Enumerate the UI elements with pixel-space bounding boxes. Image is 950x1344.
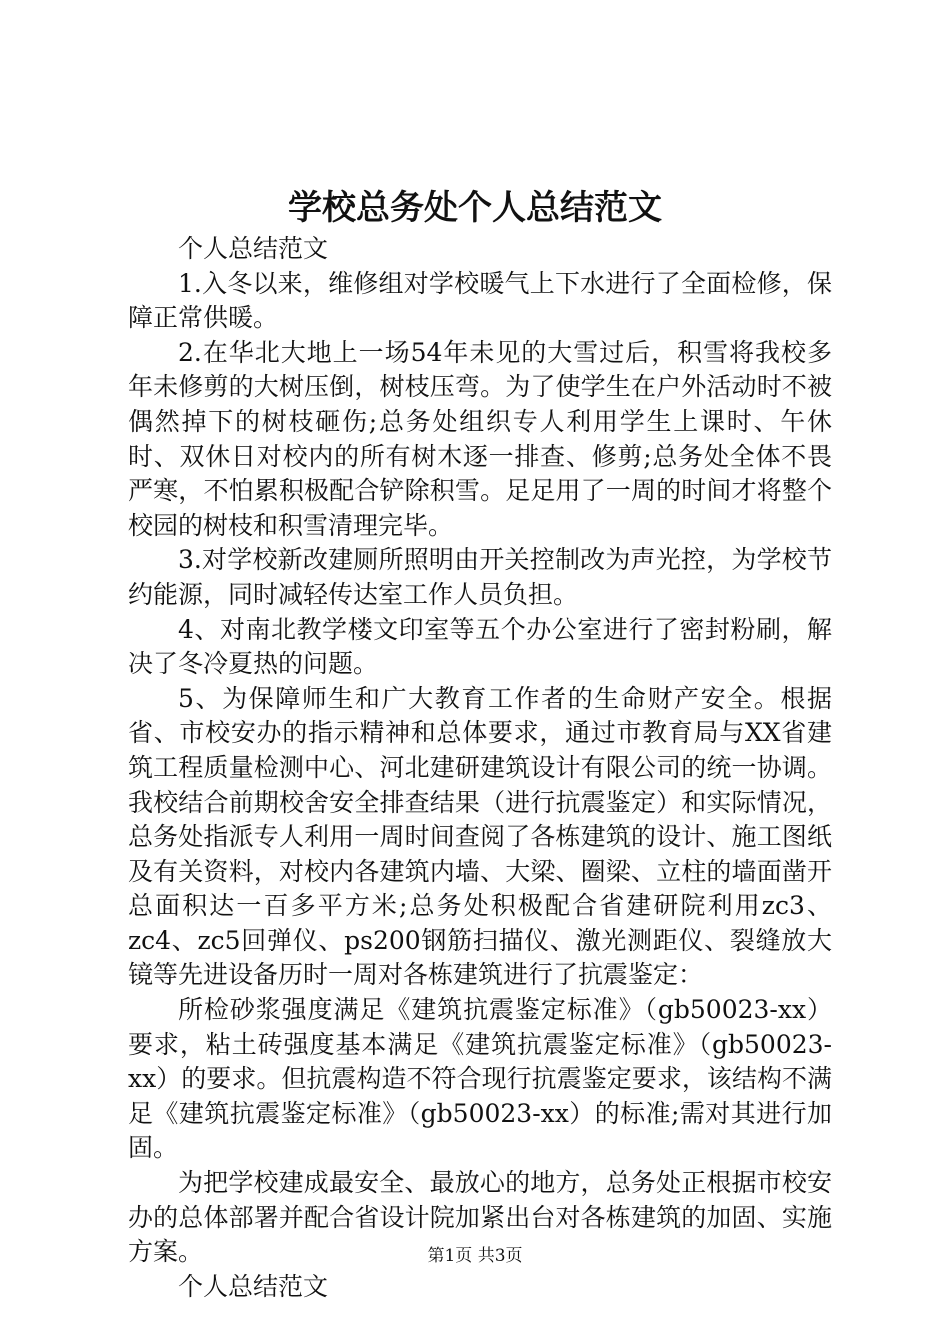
document-title: 学校总务处个人总结范文 <box>288 188 662 228</box>
paragraph-closing-heading: 个人总结范文 <box>178 1271 329 1301</box>
page-number-footer: 第1页 共3页 <box>427 1246 523 1266</box>
paragraph-item-2: 2.在华北大地上一场54年未见的大雪过后，积雪将我校多年未修剪的大树压倒，树枝压弯。为了使学生在户外活动时不被偶然掉下的树枝砸伤;总务处组织专人利用学生上课时、午休时、双休日对校内的所有树木逐一排查、修剪;总务处全体不畏严寒，不怕累积极配合铲除积雪。足足用了一周的时间才将整个校园的树枝和积雪清理完毕。 <box>128 337 832 540</box>
paragraph-heading: 个人总结范文 <box>178 234 329 263</box>
paragraph-inspection-result: 所检砂浆强度满足《建筑抗震鉴定标准》（gb50023-xx）要求，粘土砖强度基本满足《建筑抗震鉴定标准》（gb50023-xx）的要求。但抗震构造不符合现行抗震鉴定要求，该结构不满足《建筑抗震鉴定标准》（gb50023-xx）的标准;需对其进行加固。 <box>128 995 832 1163</box>
paragraph-item-5: 5、为保障师生和广大教育工作者的生命财产安全。根据省、市校安办的指示精神和总体要求，通过市教育局与XX省建筑工程质量检测中心、河北建研建筑设计有限公司的统一协调。我校结合前期校舍安全排查结果（进行抗震鉴定）和实际情况，总务处指派专人利用一周时间查阅了各栋建筑的设计、施工图纸及有关资料，对校内各建筑内墙、大梁、圈梁、立柱的墙面凿开总面积达一百多平方米;总务处积极配合省建研院利用zc3、zc4、zc5回弹仪、ps200钢筋扫描仪、激光测距仪、裂缝放大镜等先进设备历时一周对各栋建筑进行了抗震鉴定： <box>128 683 832 990</box>
paragraph-plan: 为把学校建成最安全、最放心的地方，总务处正根据市校安办的总体部署并配合省设计院加紧出台对各栋建筑的加固、实施方案。 <box>128 1168 832 1267</box>
paragraph-item-4: 4、对南北教学楼文印室等五个办公室进行了密封粉刷，解决了冬冷夏热的问题。 <box>128 614 832 679</box>
paragraph-item-3: 3.对学校新改建厕所照明由开关控制改为声光控，为学校节约能源，同时减轻传达室工作人员负担。 <box>128 545 832 609</box>
document-body <box>128 232 832 1304</box>
paragraph-item-1: 1.入冬以来，维修组对学校暖气上下水进行了全面检修，保障正常供暖。 <box>128 268 832 333</box>
